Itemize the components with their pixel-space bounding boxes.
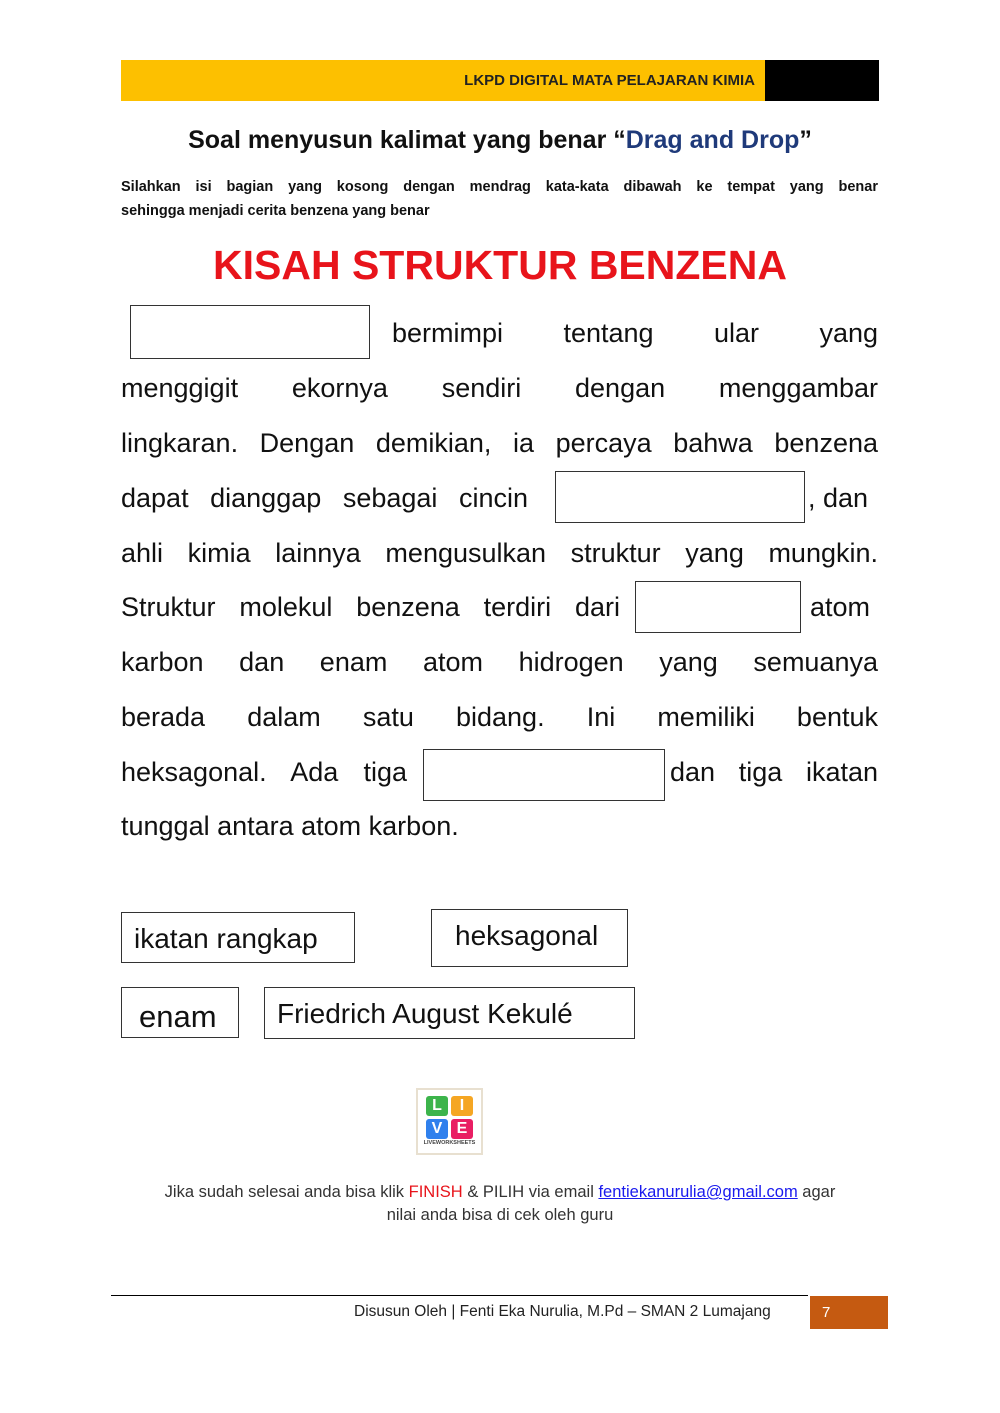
liveworksheets-logo (416, 1088, 483, 1155)
page-number: 7 (810, 1296, 888, 1329)
story-line: ahli kimia lainnya mengusulkan struktur yang mungkin. (121, 538, 878, 568)
finish-text: agar (797, 1183, 836, 1201)
word-chip-heksagonal[interactable]: heksagonal (431, 909, 628, 967)
page-heading (0, 126, 1000, 155)
logo-tile: L (426, 1096, 448, 1116)
instruction-line-2: sehingga menjadi cerita benzena yang benar (121, 203, 430, 219)
finish-text: nilai anda bisa di cek oleh guru (386, 1206, 614, 1224)
story-line: tunggal antara atom karbon. (121, 811, 459, 841)
heading-text: Soal menyusun kalimat yang benar “ (188, 126, 626, 154)
finish-note (0, 1181, 1000, 1227)
story-line: berada dalam satu bidang. Ini memiliki bentuk (121, 702, 878, 732)
story-line: bermimpi tentang ular yang (392, 318, 878, 348)
finish-text: & PILIH via email (462, 1183, 599, 1201)
logo-caption: LIVEWORKSHEETS (423, 1140, 476, 1146)
drop-slot-1[interactable] (130, 305, 370, 359)
word-chip-enam[interactable]: enam (121, 987, 239, 1038)
story-line: karbon dan enam atom hidrogen yang semuanya (121, 647, 878, 677)
heading-suffix: ” (799, 126, 812, 154)
finish-keyword: FINISH (408, 1183, 463, 1201)
footer-divider (111, 1295, 808, 1296)
instruction-line-1: Silahkan isi bagian yang kosong dengan mendrag kata-kata dibawah ke tempat yang benar (121, 179, 878, 195)
footer-credit: Disusun Oleh | Fenti Eka Nurulia, M.Pd – SMAN 2 Lumajang (354, 1303, 771, 1320)
drop-slot-2[interactable] (555, 471, 805, 523)
story-line: lingkaran. Dengan demikian, ia percaya bahwa benzena (121, 428, 878, 458)
logo-tile: V (426, 1119, 448, 1139)
heading-highlight: Drag and Drop (625, 126, 800, 154)
header-black-block (765, 60, 879, 101)
finish-text: Jika sudah selesai anda bisa klik (164, 1183, 409, 1201)
email-link[interactable]: fentiekanurulia@gmail.com (598, 1183, 798, 1201)
story-line: dan tiga ikatan (670, 757, 878, 787)
word-chip-ikatan-rangkap[interactable]: ikatan rangkap (121, 912, 355, 963)
header-title: LKPD DIGITAL MATA PELAJARAN KIMIA (464, 72, 755, 89)
drop-slot-3[interactable] (635, 581, 801, 633)
story-line: heksagonal. Ada tiga (121, 757, 407, 787)
logo-tile: E (451, 1119, 473, 1139)
story-line: dapat dianggap sebagai cincin (121, 483, 528, 513)
story-line: , dan (808, 483, 869, 513)
logo-tile: I (451, 1096, 473, 1116)
word-chip-kekule[interactable]: Friedrich August Kekulé (264, 987, 635, 1039)
story-title: KISAH STRUKTUR BENZENA (213, 242, 787, 288)
header-bar (121, 60, 879, 101)
story-line: Struktur molekul benzena terdiri dari (121, 592, 620, 622)
story-line: menggigit ekornya sendiri dengan menggambar (121, 373, 878, 403)
story-line: atom (810, 592, 871, 622)
drop-slot-4[interactable] (423, 749, 665, 801)
